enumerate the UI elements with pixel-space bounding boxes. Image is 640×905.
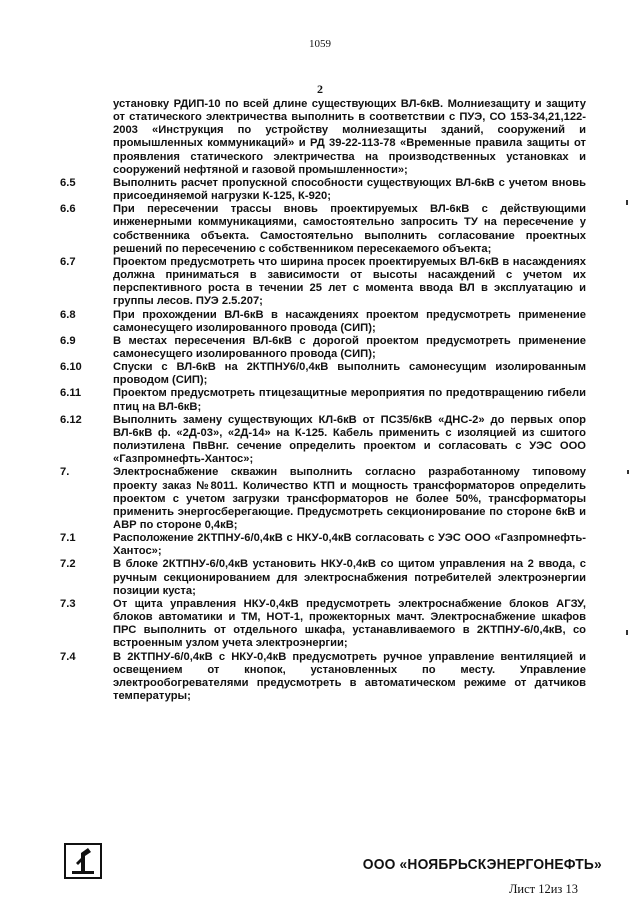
clause-number: [60, 98, 113, 177]
clause-number: 7.3: [60, 597, 76, 610]
clause-text: Спуски с ВЛ-6кВ на 2КТПНУ6/0,4кВ выполнить самонесущим изолированным проводом (СИП);: [113, 361, 586, 387]
clause-number: 6.7: [60, 255, 76, 268]
clause-text: установку РДИП-10 по всей длине существующих ВЛ-6кВ. Молниезащиту и защиту от статического электричества выполнить в соответствии с ПУЭ, СО 153-34,21,122-2003 «Инструкция по устройству молниезащиты зданий, сооружений и промышленных коммуникаций» и РД 39-22-113-78 «Временные правила защиты от проявления статического электричества на производственных установках и сооружений нефтяной и газовой промышленности»;: [113, 98, 586, 176]
clause-number: 6.12: [60, 413, 82, 426]
clause-text: При пересечении трассы вновь проектируемых ВЛ-6кВ с действующими инженерными коммуникациями, самостоятельно запросить ТУ на пересечение у собственника объекта. Самостоятельно выполнить согласование проектных решений по пересечению с собственником пересекаемого объекта;: [113, 203, 586, 255]
clause-item: [60, 361, 586, 387]
clause-text: Электроснабжение скважин выполнить согласно разработанному типовому проекту заказ №8011. Количество КТП и мощность трансформаторов определить проектом с учетом загрузки трансформаторов не более 50%, трансформаторы применить энергосберегающие. Предусмотреть секционирование по стороне 6кВ и АВР по стороне 0,4кВ;: [113, 466, 586, 531]
clause-item: [60, 651, 586, 704]
clause-item: [60, 309, 586, 335]
clause-text: От щита управления НКУ-0,4кВ предусмотреть электроснабжение блоков АГЗУ, блоков автоматики и ТМ, НОТ-1, прожекторных мачт. Электроснабжение шкафов ПРС выполнить от отдельного шкафа, устанавливаемого в 2КТПНУ-6/0,4кВ, со встроенным узлом учета электроэнергии;: [113, 597, 586, 650]
clause-text: При прохождении ВЛ-6кВ в насаждениях проектом предусмотреть применение самонесущего изолированного провода (СИП);: [113, 308, 586, 334]
clause-text: В блоке 2КТПНУ-6/0,4кВ установить НКУ-0,4кВ со щитом управления на 2 ввода, с ручным секционированием для электроснабжения потребителей электроэнергии позиции куста;: [113, 558, 586, 597]
sheet-counter: Лист 12из 13: [508, 882, 578, 896]
clause-number: 7.1: [60, 532, 76, 545]
clause-text: В 2КТПНУ-6/0,4кВ с НКУ-0,4кВ предусмотреть ручное управление вентиляцией и освещением от кнопок, установленных по месту. Управление электрообогревателями предусмотреть в автоматическом режиме от датчиков температуры;: [113, 650, 586, 703]
clause-item: [60, 203, 586, 256]
clause-number: 6.10: [60, 361, 82, 374]
clause-number: 7.: [60, 466, 70, 479]
clause-text: Выполнить расчет пропускной способности существующих ВЛ-6кВ с учетом вновь присоединяемой нагрузки К-125, К-920;: [113, 176, 586, 203]
clause-text: Проектом предусмотреть птицезащитные мероприятия по предотвращению гибели птиц на ВЛ-6кВ;: [113, 387, 586, 413]
inner-page-number: 2: [317, 82, 323, 96]
clause-number: 6.5: [60, 176, 76, 189]
clause-number: 6.11: [60, 387, 82, 400]
clause-text: Проектом предусмотреть что ширина просек проектируемых ВЛ-6кВ в насаждениях должна приниматься в зависимости от высоты насаждений с учетом их перспективного роста в течении 25 лет с момента ввода ВЛ в эксплуатацию и группы лесов. ПУЭ 2.5.207;: [113, 255, 586, 308]
clause-number: 7.4: [60, 650, 76, 663]
clause-item: [60, 466, 586, 532]
clause-number: 6.8: [60, 308, 76, 321]
clause-item: [60, 98, 586, 177]
scan-edge-mark: [626, 200, 628, 205]
clause-text: Выполнить замену существующих КЛ-6кВ от ПС35/6кВ «ДНС-2» до первых опор ВЛ-6кВ ф. «2Д-03», «2Д-14» на К-125. Кабель применить с изоляцией из сшитого полиэтилена ПвВнг. сечение определить проектом и согласовать с УЭС ООО «Газпромнефть-Хантос»;: [113, 413, 586, 466]
document-page-number: 1059: [309, 38, 331, 50]
company-logo-icon: [64, 843, 102, 879]
clause-number: 7.2: [60, 558, 76, 571]
clause-item: [60, 335, 586, 361]
clause-number: 6.9: [60, 334, 76, 347]
clause-item: [60, 558, 586, 597]
scan-edge-mark: [627, 470, 629, 474]
clause-item: [60, 177, 586, 203]
clause-item: [60, 532, 586, 558]
clause-number: 6.6: [60, 203, 76, 216]
clause-text: Расположение 2КТПНУ-6/0,4кВ с НКУ-0,4кВ согласовать с УЭС ООО «Газпромнефть-Хантос»;: [113, 532, 586, 558]
clause-item: [60, 414, 586, 467]
clause-item: [60, 598, 586, 651]
clause-text: В местах пересечения ВЛ-6кВ с дорогой проектом предусмотреть применение самонесущего изолированного провода (СИП);: [113, 334, 586, 360]
company-name: ООО «НОЯБРЬСКЭНЕРГОНЕФТЬ»: [362, 856, 602, 873]
clause-item: [60, 256, 586, 309]
scan-edge-mark: [626, 630, 628, 635]
clause-list: [60, 98, 586, 703]
clause-item: [60, 387, 586, 413]
